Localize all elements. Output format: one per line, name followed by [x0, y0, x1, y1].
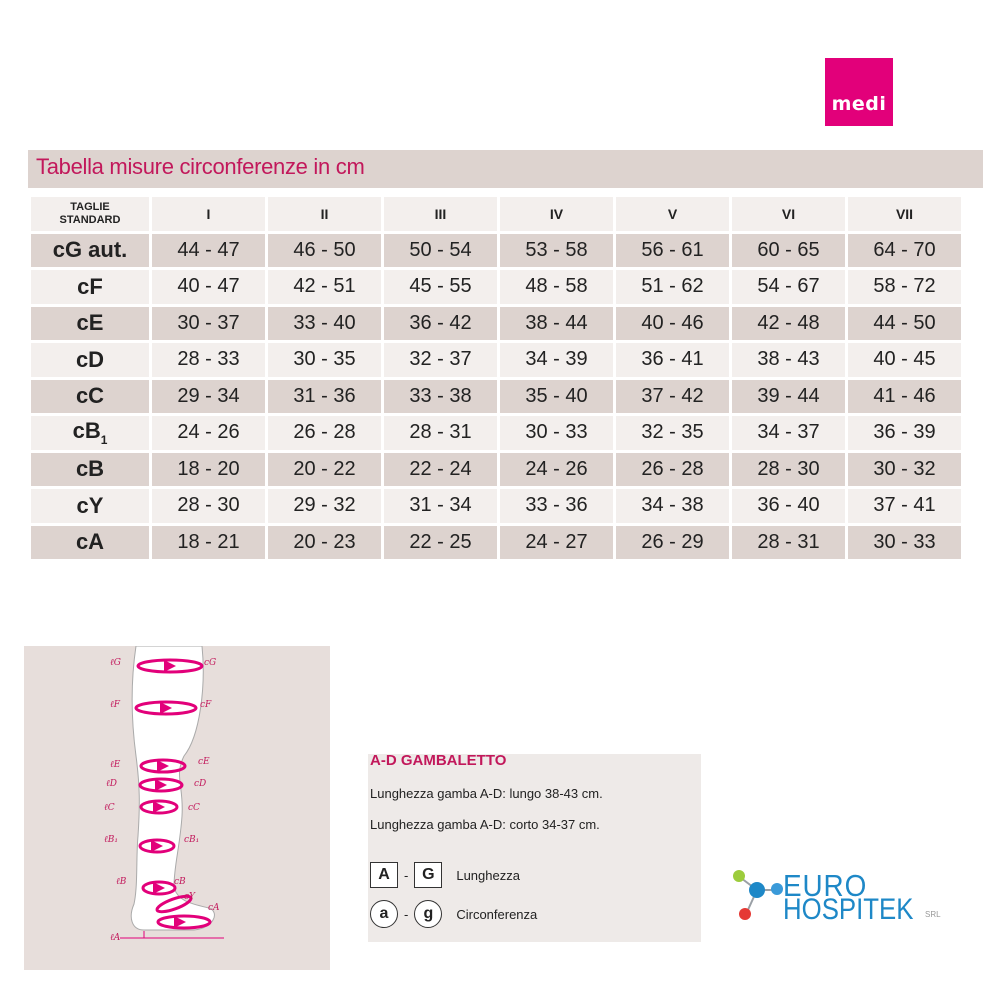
value-cell: 28 - 30 [732, 453, 845, 487]
leg-label-cB: cB [174, 877, 186, 887]
value-cell: 18 - 20 [152, 453, 265, 487]
value-cell: 34 - 37 [732, 416, 845, 450]
value-cell: 26 - 28 [268, 416, 381, 450]
header-size-cell: III [384, 197, 497, 231]
partner-logo-line1: EURO [783, 868, 868, 903]
value-cell: 54 - 67 [732, 270, 845, 304]
value-cell: 24 - 26 [500, 453, 613, 487]
value-cell: 33 - 38 [384, 380, 497, 414]
info-title: A-D GAMBALETTO [370, 752, 507, 769]
value-cell: 29 - 34 [152, 380, 265, 414]
row-label [31, 234, 149, 268]
header-size-cell: VII [848, 197, 961, 231]
table-row [31, 270, 961, 304]
table-row [31, 307, 961, 341]
value-cell: 33 - 36 [500, 489, 613, 523]
row-label [31, 380, 149, 414]
row-label-text: cY [76, 492, 104, 518]
legend-circumference-label: Circonferenza [456, 906, 538, 922]
value-cell: 30 - 32 [848, 453, 961, 487]
value-cell: 36 - 41 [616, 343, 729, 377]
value-cell: 64 - 70 [848, 234, 961, 268]
value-cell: 44 - 50 [848, 307, 961, 341]
value-cell: 44 - 47 [152, 234, 265, 268]
value-cell: 33 - 40 [268, 307, 381, 341]
medi-logo-text: medi [831, 93, 887, 115]
value-cell: 40 - 46 [616, 307, 729, 341]
value-cell: 50 - 54 [384, 234, 497, 268]
header-size-cell: V [616, 197, 729, 231]
leg-label-cG: cG [204, 658, 217, 668]
table-row [31, 234, 961, 268]
table-title-bar [28, 150, 983, 188]
header-label [31, 197, 149, 231]
value-cell: 20 - 22 [268, 453, 381, 487]
row-label [31, 526, 149, 560]
value-cell: 24 - 26 [152, 416, 265, 450]
leg-label-lD: ℓD [106, 779, 117, 789]
value-cell: 53 - 58 [500, 234, 613, 268]
value-cell: 34 - 38 [616, 489, 729, 523]
value-cell: 42 - 48 [732, 307, 845, 341]
value-cell: 22 - 25 [384, 526, 497, 560]
leg-label-lE: ℓE [110, 760, 121, 770]
info-line-short: Lunghezza gamba A-D: corto 34-37 cm. [370, 817, 600, 832]
value-cell: 35 - 40 [500, 380, 613, 414]
value-cell: 22 - 24 [384, 453, 497, 487]
value-cell: 26 - 29 [616, 526, 729, 560]
value-cell: 30 - 33 [848, 526, 961, 560]
row-label [31, 307, 149, 341]
leg-illustration [24, 646, 330, 970]
value-cell: 56 - 61 [616, 234, 729, 268]
header-size-cell: I [152, 197, 265, 231]
row-label [31, 343, 149, 377]
leg-label-lG: ℓG [110, 658, 121, 668]
value-cell: 42 - 51 [268, 270, 381, 304]
value-cell: 36 - 39 [848, 416, 961, 450]
row-label-text: cB [75, 456, 105, 482]
value-cell: 40 - 47 [152, 270, 265, 304]
table-row [31, 380, 961, 414]
value-cell: 37 - 42 [616, 380, 729, 414]
value-cell: 48 - 58 [500, 270, 613, 304]
value-cell: 28 - 31 [384, 416, 497, 450]
leg-label-cY: cY [184, 892, 195, 902]
leg-label-cA: cA [208, 903, 220, 913]
value-cell: 30 - 33 [500, 416, 613, 450]
value-cell: 28 - 31 [732, 526, 845, 560]
row-label-text: cB [72, 418, 101, 444]
leg-label-cB1: cB₁ [184, 835, 200, 845]
row-label-text: cA [75, 529, 105, 555]
value-cell: 30 - 37 [152, 307, 265, 341]
size-table [28, 194, 964, 562]
medi-logo [825, 58, 893, 126]
row-label [31, 489, 149, 523]
row-label [31, 453, 149, 487]
row-label [31, 270, 149, 304]
value-cell: 39 - 44 [732, 380, 845, 414]
legend-box-G: G [414, 862, 442, 888]
leg-label-lB: ℓB [116, 877, 127, 887]
legend-dash: - [404, 867, 409, 883]
legend-length-label: Lunghezza [456, 867, 520, 883]
leg-label-lA: ℓA [110, 933, 121, 943]
legend-box-A: A [370, 862, 398, 888]
value-cell: 36 - 40 [732, 489, 845, 523]
header-label-line2: STANDARD [59, 213, 121, 226]
leg-label-cE: cE [198, 757, 210, 767]
partner-logo-line2: HOSPITEK [783, 893, 914, 926]
row-label-subscript: 1 [100, 433, 108, 448]
value-cell: 38 - 43 [732, 343, 845, 377]
value-cell: 29 - 32 [268, 489, 381, 523]
value-cell: 31 - 34 [384, 489, 497, 523]
row-label-text: cG aut. [52, 237, 128, 263]
value-cell: 24 - 27 [500, 526, 613, 560]
leg-label-cF: cF [200, 700, 212, 710]
legend-circumference [370, 900, 537, 928]
legend-dash: - [404, 906, 409, 922]
table-row [31, 343, 961, 377]
table-row [31, 489, 961, 523]
table-header-row [31, 197, 961, 231]
legend-length [370, 862, 520, 888]
header-size-cell: VI [732, 197, 845, 231]
value-cell: 41 - 46 [848, 380, 961, 414]
value-cell: 28 - 33 [152, 343, 265, 377]
value-cell: 34 - 39 [500, 343, 613, 377]
row-label-text: cD [75, 346, 105, 372]
leg-diagram [24, 646, 330, 970]
value-cell: 32 - 37 [384, 343, 497, 377]
value-cell: 60 - 65 [732, 234, 845, 268]
header-size-cell: IV [500, 197, 613, 231]
leg-label-lC: ℓC [104, 803, 115, 813]
value-cell: 51 - 62 [616, 270, 729, 304]
value-cell: 18 - 21 [152, 526, 265, 560]
value-cell: 28 - 30 [152, 489, 265, 523]
table-title: Tabella misure circonferenze in cm [36, 154, 365, 179]
table-row [31, 526, 961, 560]
value-cell: 45 - 55 [384, 270, 497, 304]
leg-label-cD: cD [194, 779, 207, 789]
row-label-text: cF [77, 273, 103, 299]
row-label-text: cE [76, 310, 104, 336]
value-cell: 26 - 28 [616, 453, 729, 487]
value-cell: 36 - 42 [384, 307, 497, 341]
legend-circle-g: g [414, 900, 442, 928]
leg-label-cC: cC [188, 803, 200, 813]
value-cell: 32 - 35 [616, 416, 729, 450]
partner-logo-suffix: SRL [925, 910, 941, 919]
value-cell: 30 - 35 [268, 343, 381, 377]
leg-label-lF: ℓF [110, 700, 120, 710]
value-cell: 38 - 44 [500, 307, 613, 341]
header-size-cell: II [268, 197, 381, 231]
header-label-line1: TAGLIE [70, 200, 110, 213]
value-cell: 31 - 36 [268, 380, 381, 414]
value-cell: 40 - 45 [848, 343, 961, 377]
leg-label-lB1: ℓB₁ [104, 835, 118, 845]
table-row [31, 453, 961, 487]
row-label [31, 416, 149, 450]
value-cell: 20 - 23 [268, 526, 381, 560]
info-line-long: Lunghezza gamba A-D: lungo 38-43 cm. [370, 786, 603, 801]
value-cell: 37 - 41 [848, 489, 961, 523]
row-label-text: cC [75, 383, 105, 409]
table-row [31, 416, 961, 450]
value-cell: 58 - 72 [848, 270, 961, 304]
value-cell: 46 - 50 [268, 234, 381, 268]
legend-circle-a: a [370, 900, 398, 928]
